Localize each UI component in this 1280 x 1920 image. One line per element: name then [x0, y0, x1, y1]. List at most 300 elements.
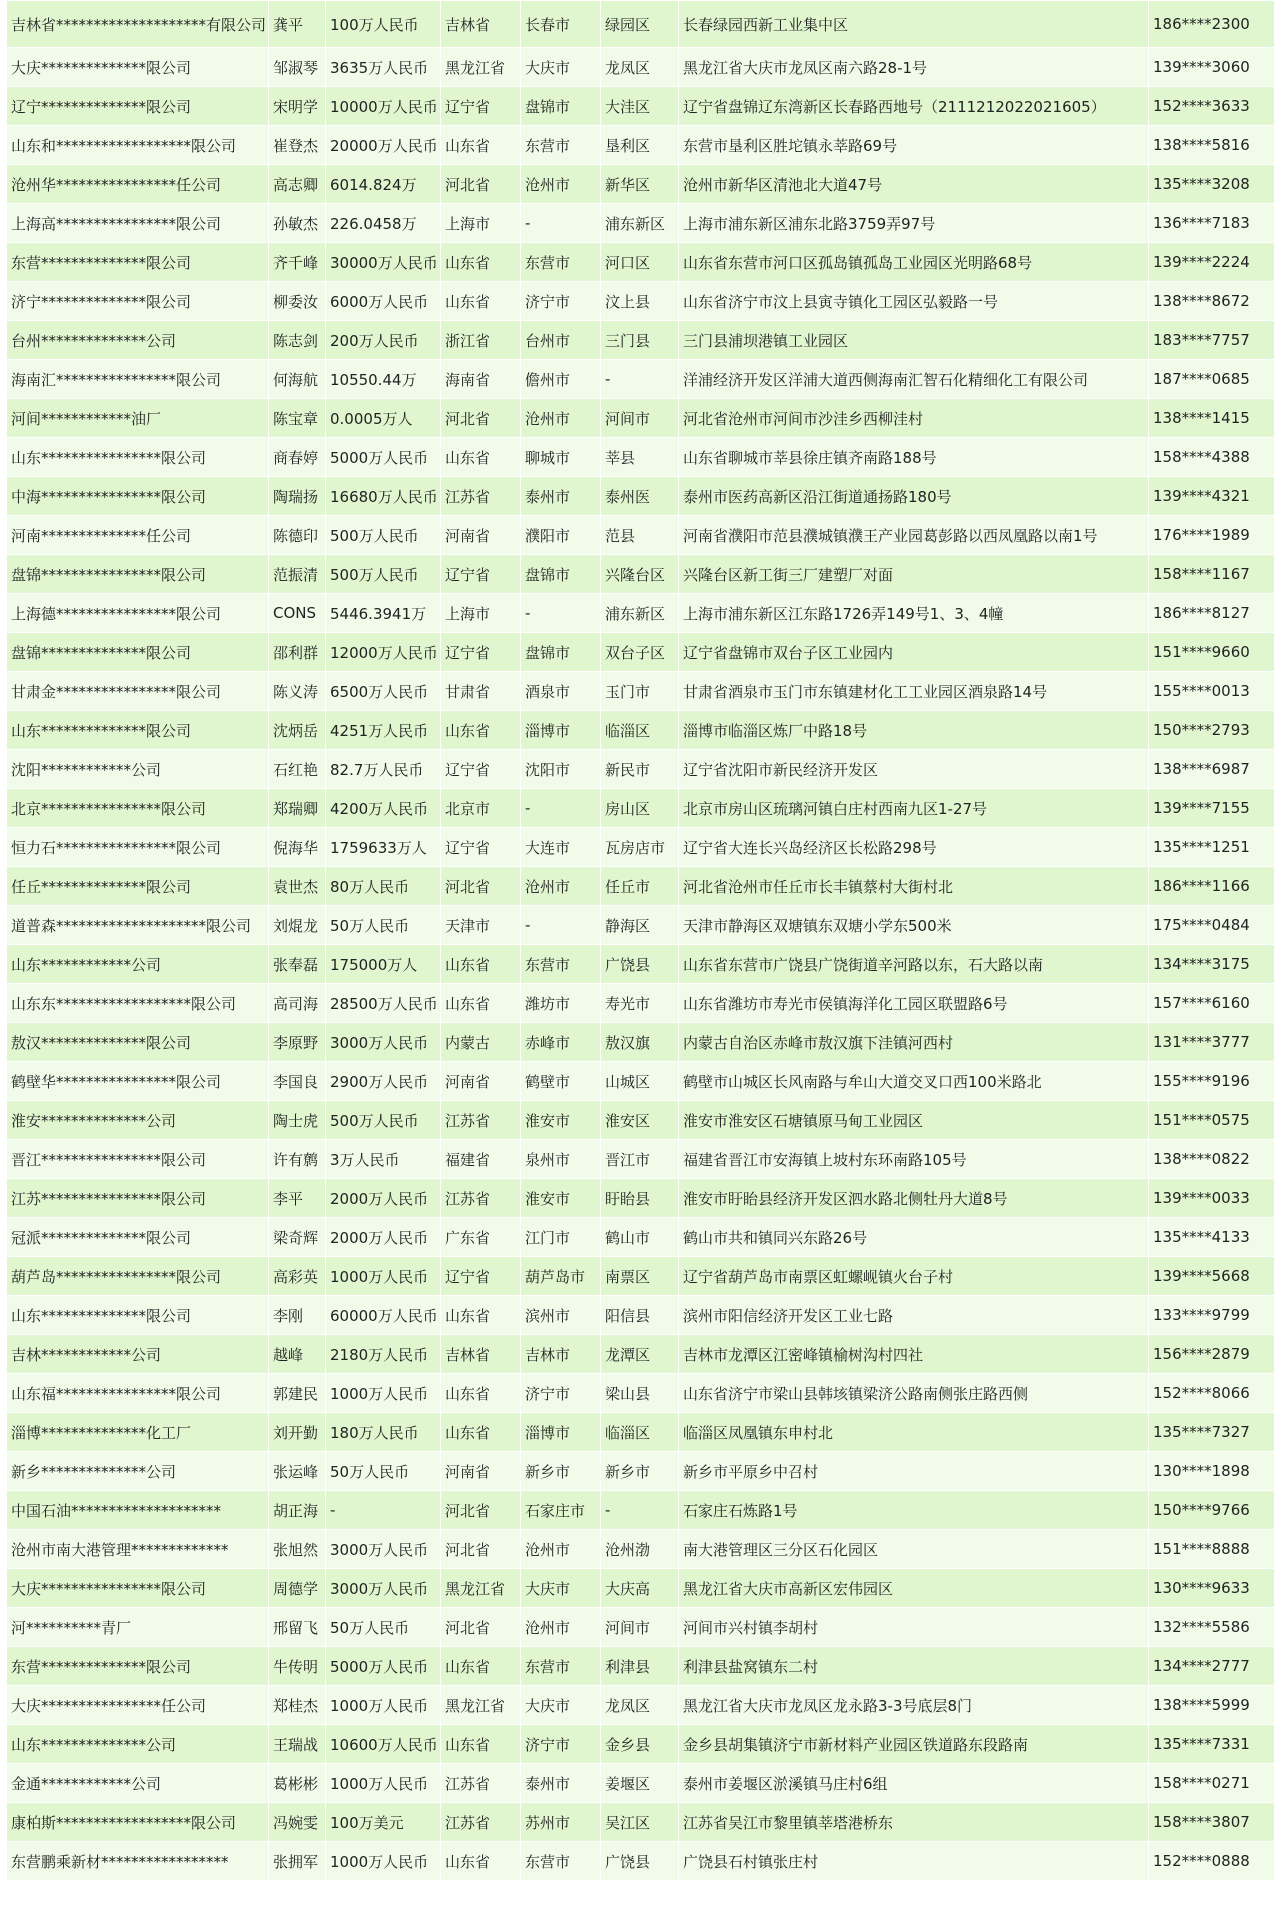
- company-name-cell: 盘锦**************限公司: [7, 633, 269, 672]
- city-cell: 盘锦市: [521, 555, 601, 594]
- company-name-cell: 东营鹏乘新材*****************: [7, 1842, 269, 1881]
- registered-capital-cell: 5446.3941万: [326, 594, 441, 633]
- table-row: [7, 243, 1275, 282]
- legal-rep-cell: 高彩英: [269, 1257, 326, 1296]
- district-cell: 房山区: [601, 789, 679, 828]
- legal-rep-cell: 陶士虎: [269, 1101, 326, 1140]
- district-cell: 垦利区: [601, 126, 679, 165]
- address-cell: 辽宁省大连长兴岛经济区长松路298号: [679, 828, 1149, 867]
- phone-cell: 151****0575: [1149, 1101, 1275, 1140]
- registered-capital-cell: 3万人民币: [326, 1140, 441, 1179]
- registered-capital-cell: 180万人民币: [326, 1413, 441, 1452]
- phone-cell: 135****3208: [1149, 165, 1275, 204]
- legal-rep-cell: 柳委汝: [269, 282, 326, 321]
- phone-cell: 130****1898: [1149, 1452, 1275, 1491]
- registered-capital-cell: 6014.824万: [326, 165, 441, 204]
- legal-rep-cell: 李平: [269, 1179, 326, 1218]
- province-cell: 辽宁省: [441, 87, 521, 126]
- address-cell: 淮安市盱眙县经济开发区泗水路北侧牡丹大道8号: [679, 1179, 1149, 1218]
- table-row: [7, 1374, 1275, 1413]
- phone-cell: 155****0013: [1149, 672, 1275, 711]
- province-cell: 山东省: [441, 1725, 521, 1764]
- city-cell: 长春市: [521, 1, 601, 48]
- address-cell: 福建省晋江市安海镇上坡村东环南路105号: [679, 1140, 1149, 1179]
- table-row: [7, 633, 1275, 672]
- company-name-cell: 山东**************限公司: [7, 711, 269, 750]
- company-name-cell: 上海高****************限公司: [7, 204, 269, 243]
- company-name-cell: 山东和******************限公司: [7, 126, 269, 165]
- city-cell: 大连市: [521, 828, 601, 867]
- address-cell: 北京市房山区琉璃河镇白庄村西南九区1-27号: [679, 789, 1149, 828]
- table-row: [7, 1101, 1275, 1140]
- table-row: [7, 1179, 1275, 1218]
- province-cell: 内蒙古: [441, 1023, 521, 1062]
- city-cell: 泰州市: [521, 1764, 601, 1803]
- legal-rep-cell: 张拥军: [269, 1842, 326, 1881]
- registered-capital-cell: 82.7万人民币: [326, 750, 441, 789]
- legal-rep-cell: 王瑞战: [269, 1725, 326, 1764]
- city-cell: 沧州市: [521, 1608, 601, 1647]
- company-name-cell: 河**********青厂: [7, 1608, 269, 1647]
- address-cell: 山东省济宁市梁山县韩垓镇梁济公路南侧张庄路西侧: [679, 1374, 1149, 1413]
- company-name-cell: 中国石油********************: [7, 1491, 269, 1530]
- table-row: [7, 594, 1275, 633]
- district-cell: 广饶县: [601, 1842, 679, 1881]
- table-row: [7, 672, 1275, 711]
- table-row: [7, 204, 1275, 243]
- registered-capital-cell: 3000万人民币: [326, 1023, 441, 1062]
- registered-capital-cell: 10600万人民币: [326, 1725, 441, 1764]
- table-row: [7, 1335, 1275, 1374]
- district-cell: 沧州渤: [601, 1530, 679, 1569]
- city-cell: 聊城市: [521, 438, 601, 477]
- address-cell: 黑龙江省大庆市高新区宏伟园区: [679, 1569, 1149, 1608]
- legal-rep-cell: 孙敏杰: [269, 204, 326, 243]
- province-cell: 山东省: [441, 126, 521, 165]
- province-cell: 黑龙江省: [441, 1686, 521, 1725]
- company-name-cell: 葫芦岛****************限公司: [7, 1257, 269, 1296]
- address-cell: 河北省沧州市任丘市长丰镇蔡村大街村北: [679, 867, 1149, 906]
- company-name-cell: 敖汉**************限公司: [7, 1023, 269, 1062]
- company-name-cell: 甘肃金****************限公司: [7, 672, 269, 711]
- city-cell: 东营市: [521, 126, 601, 165]
- address-cell: 山东省济宁市汶上县寅寺镇化工园区弘毅路一号: [679, 282, 1149, 321]
- province-cell: 山东省: [441, 984, 521, 1023]
- city-cell: 大庆市: [521, 48, 601, 87]
- city-cell: 盘锦市: [521, 633, 601, 672]
- province-cell: 辽宁省: [441, 828, 521, 867]
- city-cell: -: [521, 906, 601, 945]
- address-cell: 东营市垦利区胜坨镇永莘路69号: [679, 126, 1149, 165]
- registered-capital-cell: 226.0458万: [326, 204, 441, 243]
- address-cell: 兴隆台区新工街三厂建塑厂对面: [679, 555, 1149, 594]
- registered-capital-cell: 1000万人民币: [326, 1257, 441, 1296]
- legal-rep-cell: 袁世杰: [269, 867, 326, 906]
- registered-capital-cell: 6000万人民币: [326, 282, 441, 321]
- phone-cell: 138****1415: [1149, 399, 1275, 438]
- phone-cell: 157****6160: [1149, 984, 1275, 1023]
- address-cell: 山东省聊城市莘县徐庄镇齐南路188号: [679, 438, 1149, 477]
- table-row: [7, 906, 1275, 945]
- company-name-cell: 大庆****************任公司: [7, 1686, 269, 1725]
- province-cell: 山东省: [441, 1374, 521, 1413]
- company-name-cell: 山东东******************限公司: [7, 984, 269, 1023]
- address-cell: 金乡县胡集镇济宁市新材料产业园区铁道路东段路南: [679, 1725, 1149, 1764]
- province-cell: 浙江省: [441, 321, 521, 360]
- company-name-cell: 冠派**************限公司: [7, 1218, 269, 1257]
- registered-capital-cell: 3000万人民币: [326, 1569, 441, 1608]
- registered-capital-cell: 4251万人民币: [326, 711, 441, 750]
- address-cell: 山东省东营市广饶县广饶街道辛河路以东，石大路以南: [679, 945, 1149, 984]
- table-row: [7, 1218, 1275, 1257]
- city-cell: -: [521, 789, 601, 828]
- company-name-cell: 东营**************限公司: [7, 1647, 269, 1686]
- company-name-cell: 吉林************公司: [7, 1335, 269, 1374]
- registered-capital-cell: 1759633万人: [326, 828, 441, 867]
- district-cell: 鹤山市: [601, 1218, 679, 1257]
- address-cell: 利津县盐窝镇东二村: [679, 1647, 1149, 1686]
- legal-rep-cell: 许有鹩: [269, 1140, 326, 1179]
- address-cell: 淄博市临淄区炼厂中路18号: [679, 711, 1149, 750]
- city-cell: 酒泉市: [521, 672, 601, 711]
- registered-capital-cell: 2900万人民币: [326, 1062, 441, 1101]
- province-cell: 河北省: [441, 165, 521, 204]
- city-cell: 大庆市: [521, 1569, 601, 1608]
- registered-capital-cell: 28500万人民币: [326, 984, 441, 1023]
- company-name-cell: 辽宁**************限公司: [7, 87, 269, 126]
- phone-cell: 135****7331: [1149, 1725, 1275, 1764]
- legal-rep-cell: 何海航: [269, 360, 326, 399]
- table-row: [7, 1296, 1275, 1335]
- phone-cell: 135****1251: [1149, 828, 1275, 867]
- table-row: [7, 1140, 1275, 1179]
- table-row: [7, 789, 1275, 828]
- legal-rep-cell: 宋明学: [269, 87, 326, 126]
- city-cell: 淮安市: [521, 1101, 601, 1140]
- phone-cell: 175****0484: [1149, 906, 1275, 945]
- district-cell: 南票区: [601, 1257, 679, 1296]
- province-cell: 黑龙江省: [441, 1569, 521, 1608]
- address-cell: 辽宁省盘锦市双台子区工业园内: [679, 633, 1149, 672]
- table-row: [7, 438, 1275, 477]
- company-name-cell: 金通************公司: [7, 1764, 269, 1803]
- province-cell: 辽宁省: [441, 1257, 521, 1296]
- province-cell: 山东省: [441, 1296, 521, 1335]
- registered-capital-cell: 16680万人民币: [326, 477, 441, 516]
- registered-capital-cell: 500万人民币: [326, 1101, 441, 1140]
- phone-cell: 183****7757: [1149, 321, 1275, 360]
- district-cell: 范县: [601, 516, 679, 555]
- district-cell: 梁山县: [601, 1374, 679, 1413]
- phone-cell: 133****9799: [1149, 1296, 1275, 1335]
- table-row: [7, 87, 1275, 126]
- district-cell: -: [601, 360, 679, 399]
- city-cell: 石家庄市: [521, 1491, 601, 1530]
- table-row: [7, 711, 1275, 750]
- registered-capital-cell: 5000万人民币: [326, 1647, 441, 1686]
- phone-cell: 138****8672: [1149, 282, 1275, 321]
- city-cell: 台州市: [521, 321, 601, 360]
- table-row: [7, 1413, 1275, 1452]
- company-name-cell: 鹤壁华****************限公司: [7, 1062, 269, 1101]
- district-cell: 大洼区: [601, 87, 679, 126]
- legal-rep-cell: 陶瑞扬: [269, 477, 326, 516]
- table-row: [7, 1023, 1275, 1062]
- city-cell: 济宁市: [521, 282, 601, 321]
- table-body: [7, 1, 1275, 1881]
- province-cell: 江苏省: [441, 477, 521, 516]
- table-row: [7, 1647, 1275, 1686]
- address-cell: 新乡市平原乡中召村: [679, 1452, 1149, 1491]
- city-cell: 滨州市: [521, 1296, 601, 1335]
- city-cell: 濮阳市: [521, 516, 601, 555]
- legal-rep-cell: 龚平: [269, 1, 326, 48]
- legal-rep-cell: 梁奇辉: [269, 1218, 326, 1257]
- phone-cell: 186****8127: [1149, 594, 1275, 633]
- registered-capital-cell: 500万人民币: [326, 555, 441, 594]
- district-cell: 浦东新区: [601, 204, 679, 243]
- registered-capital-cell: 3635万人民币: [326, 48, 441, 87]
- registered-capital-cell: 500万人民币: [326, 516, 441, 555]
- address-cell: 黑龙江省大庆市龙凤区南六路28-1号: [679, 48, 1149, 87]
- registered-capital-cell: 1000万人民币: [326, 1374, 441, 1413]
- address-cell: 南大港管理区三分区石化园区: [679, 1530, 1149, 1569]
- table-row: [7, 1764, 1275, 1803]
- phone-cell: 139****4321: [1149, 477, 1275, 516]
- province-cell: 山东省: [441, 711, 521, 750]
- address-cell: 广饶县石村镇张庄村: [679, 1842, 1149, 1881]
- table-row: [7, 1842, 1275, 1881]
- company-name-cell: 海南汇****************限公司: [7, 360, 269, 399]
- legal-rep-cell: 刘开勤: [269, 1413, 326, 1452]
- district-cell: 临淄区: [601, 711, 679, 750]
- phone-cell: 186****2300: [1149, 1, 1275, 48]
- legal-rep-cell: 陈义涛: [269, 672, 326, 711]
- city-cell: 淄博市: [521, 711, 601, 750]
- address-cell: 长春绿园西新工业集中区: [679, 1, 1149, 48]
- registered-capital-cell: 100万人民币: [326, 1, 441, 48]
- city-cell: 泰州市: [521, 477, 601, 516]
- address-cell: 辽宁省盘锦辽东湾新区长春路西地号（2111212022021605）: [679, 87, 1149, 126]
- province-cell: 福建省: [441, 1140, 521, 1179]
- province-cell: 河北省: [441, 1491, 521, 1530]
- registered-capital-cell: 6500万人民币: [326, 672, 441, 711]
- province-cell: 河北省: [441, 1608, 521, 1647]
- district-cell: 新乡市: [601, 1452, 679, 1491]
- district-cell: 河间市: [601, 1608, 679, 1647]
- table-row: [7, 321, 1275, 360]
- legal-rep-cell: 齐千峰: [269, 243, 326, 282]
- address-cell: 淮安市淮安区石塘镇原马甸工业园区: [679, 1101, 1149, 1140]
- address-cell: 上海市浦东新区江东路1726弄149号1、3、4幢: [679, 594, 1149, 633]
- city-cell: 葫芦岛市: [521, 1257, 601, 1296]
- district-cell: 汶上县: [601, 282, 679, 321]
- table-row: [7, 1491, 1275, 1530]
- registered-capital-cell: 60000万人民币: [326, 1296, 441, 1335]
- legal-rep-cell: 高司海: [269, 984, 326, 1023]
- city-cell: 沈阳市: [521, 750, 601, 789]
- phone-cell: 138****6987: [1149, 750, 1275, 789]
- phone-cell: 138****5816: [1149, 126, 1275, 165]
- province-cell: 河北省: [441, 867, 521, 906]
- district-cell: 姜堰区: [601, 1764, 679, 1803]
- registered-capital-cell: 175000万人: [326, 945, 441, 984]
- phone-cell: 136****7183: [1149, 204, 1275, 243]
- phone-cell: 152****0888: [1149, 1842, 1275, 1881]
- district-cell: 淮安区: [601, 1101, 679, 1140]
- address-cell: 河南省濮阳市范县濮城镇濮王产业园葛彭路以西凤凰路以南1号: [679, 516, 1149, 555]
- province-cell: 上海市: [441, 594, 521, 633]
- city-cell: 大庆市: [521, 1686, 601, 1725]
- company-name-cell: 沧州华****************任公司: [7, 165, 269, 204]
- phone-cell: 151****9660: [1149, 633, 1275, 672]
- province-cell: 辽宁省: [441, 555, 521, 594]
- registered-capital-cell: 2000万人民币: [326, 1179, 441, 1218]
- registered-capital-cell: 10550.44万: [326, 360, 441, 399]
- district-cell: 泰州医: [601, 477, 679, 516]
- city-cell: 苏州市: [521, 1803, 601, 1842]
- company-name-cell: 山东****************限公司: [7, 438, 269, 477]
- district-cell: 新民市: [601, 750, 679, 789]
- district-cell: 静海区: [601, 906, 679, 945]
- legal-rep-cell: 胡正海: [269, 1491, 326, 1530]
- legal-rep-cell: 郭建民: [269, 1374, 326, 1413]
- city-cell: 泉州市: [521, 1140, 601, 1179]
- address-cell: 上海市浦东新区浦东北路3759弄97号: [679, 204, 1149, 243]
- address-cell: 吉林市龙潭区江密峰镇榆树沟村四社: [679, 1335, 1149, 1374]
- company-name-cell: 河间************油厂: [7, 399, 269, 438]
- legal-rep-cell: 邵利群: [269, 633, 326, 672]
- company-name-cell: 恒力石****************限公司: [7, 828, 269, 867]
- phone-cell: 158****4388: [1149, 438, 1275, 477]
- legal-rep-cell: 邢留飞: [269, 1608, 326, 1647]
- phone-cell: 139****7155: [1149, 789, 1275, 828]
- phone-cell: 158****0271: [1149, 1764, 1275, 1803]
- company-name-cell: 沈阳************公司: [7, 750, 269, 789]
- table-row: [7, 477, 1275, 516]
- city-cell: 东营市: [521, 1842, 601, 1881]
- company-name-cell: 山东************公司: [7, 945, 269, 984]
- table-row: [7, 165, 1275, 204]
- province-cell: 天津市: [441, 906, 521, 945]
- phone-cell: 138****0822: [1149, 1140, 1275, 1179]
- legal-rep-cell: 越峰: [269, 1335, 326, 1374]
- city-cell: 沧州市: [521, 165, 601, 204]
- district-cell: 利津县: [601, 1647, 679, 1686]
- city-cell: 济宁市: [521, 1725, 601, 1764]
- table-row: [7, 750, 1275, 789]
- legal-rep-cell: 李国良: [269, 1062, 326, 1101]
- legal-rep-cell: 石红艳: [269, 750, 326, 789]
- table-row: [7, 360, 1275, 399]
- province-cell: 山东省: [441, 438, 521, 477]
- city-cell: 鹤壁市: [521, 1062, 601, 1101]
- company-name-cell: 沧州市南大港管理*************: [7, 1530, 269, 1569]
- district-cell: 浦东新区: [601, 594, 679, 633]
- city-cell: 赤峰市: [521, 1023, 601, 1062]
- address-cell: 泰州市姜堰区淤溪镇马庄村6组: [679, 1764, 1149, 1803]
- district-cell: 大庆高: [601, 1569, 679, 1608]
- province-cell: 甘肃省: [441, 672, 521, 711]
- registered-capital-cell: 50万人民币: [326, 1452, 441, 1491]
- district-cell: -: [601, 1491, 679, 1530]
- company-name-cell: 新乡**************公司: [7, 1452, 269, 1491]
- district-cell: 兴隆台区: [601, 555, 679, 594]
- address-cell: 鹤山市共和镇同兴东路26号: [679, 1218, 1149, 1257]
- company-name-cell: 上海德****************限公司: [7, 594, 269, 633]
- registered-capital-cell: 0.0005万人: [326, 399, 441, 438]
- district-cell: 盱眙县: [601, 1179, 679, 1218]
- registered-capital-cell: 2000万人民币: [326, 1218, 441, 1257]
- district-cell: 新华区: [601, 165, 679, 204]
- legal-rep-cell: 商春婷: [269, 438, 326, 477]
- company-name-cell: 中海****************限公司: [7, 477, 269, 516]
- registered-capital-cell: -: [326, 1491, 441, 1530]
- phone-cell: 186****1166: [1149, 867, 1275, 906]
- province-cell: 北京市: [441, 789, 521, 828]
- registered-capital-cell: 50万人民币: [326, 906, 441, 945]
- district-cell: 三门县: [601, 321, 679, 360]
- company-name-cell: 江苏****************限公司: [7, 1179, 269, 1218]
- address-cell: 沧州市新华区清池北大道47号: [679, 165, 1149, 204]
- phone-cell: 135****7327: [1149, 1413, 1275, 1452]
- district-cell: 临淄区: [601, 1413, 679, 1452]
- legal-rep-cell: 陈志剑: [269, 321, 326, 360]
- province-cell: 江苏省: [441, 1803, 521, 1842]
- table-row: [7, 399, 1275, 438]
- company-name-cell: 山东福****************限公司: [7, 1374, 269, 1413]
- district-cell: 龙凤区: [601, 1686, 679, 1725]
- province-cell: 河南省: [441, 1062, 521, 1101]
- district-cell: 瓦房店市: [601, 828, 679, 867]
- legal-rep-cell: 沈炳岳: [269, 711, 326, 750]
- legal-rep-cell: 邹淑琴: [269, 48, 326, 87]
- company-name-cell: 康柏斯******************限公司: [7, 1803, 269, 1842]
- table-row: [7, 1, 1275, 48]
- phone-cell: 139****5668: [1149, 1257, 1275, 1296]
- phone-cell: 158****1167: [1149, 555, 1275, 594]
- registered-capital-cell: 30000万人民币: [326, 243, 441, 282]
- phone-cell: 150****2793: [1149, 711, 1275, 750]
- company-name-cell: 山东**************限公司: [7, 1296, 269, 1335]
- city-cell: 淄博市: [521, 1413, 601, 1452]
- legal-rep-cell: 范振清: [269, 555, 326, 594]
- city-cell: 济宁市: [521, 1374, 601, 1413]
- registered-capital-cell: 3000万人民币: [326, 1530, 441, 1569]
- table-row: [7, 555, 1275, 594]
- province-cell: 山东省: [441, 1647, 521, 1686]
- city-cell: 吉林市: [521, 1335, 601, 1374]
- address-cell: 内蒙古自治区赤峰市敖汉旗下洼镇河西村: [679, 1023, 1149, 1062]
- legal-rep-cell: 郑桂杰: [269, 1686, 326, 1725]
- phone-cell: 139****3060: [1149, 48, 1275, 87]
- table-row: [7, 1569, 1275, 1608]
- table-row: [7, 1452, 1275, 1491]
- legal-rep-cell: 崔登杰: [269, 126, 326, 165]
- address-cell: 山东省东营市河口区孤岛镇孤岛工业园区光明路68号: [679, 243, 1149, 282]
- province-cell: 江苏省: [441, 1764, 521, 1803]
- table-row: [7, 1257, 1275, 1296]
- district-cell: 山城区: [601, 1062, 679, 1101]
- legal-rep-cell: 陈宝章: [269, 399, 326, 438]
- province-cell: 辽宁省: [441, 750, 521, 789]
- phone-cell: 187****0685: [1149, 360, 1275, 399]
- company-name-cell: 盘锦****************限公司: [7, 555, 269, 594]
- address-cell: 河北省沧州市河间市沙洼乡西柳洼村: [679, 399, 1149, 438]
- company-name-cell: 淄博**************化工厂: [7, 1413, 269, 1452]
- phone-cell: 139****2224: [1149, 243, 1275, 282]
- province-cell: 山东省: [441, 945, 521, 984]
